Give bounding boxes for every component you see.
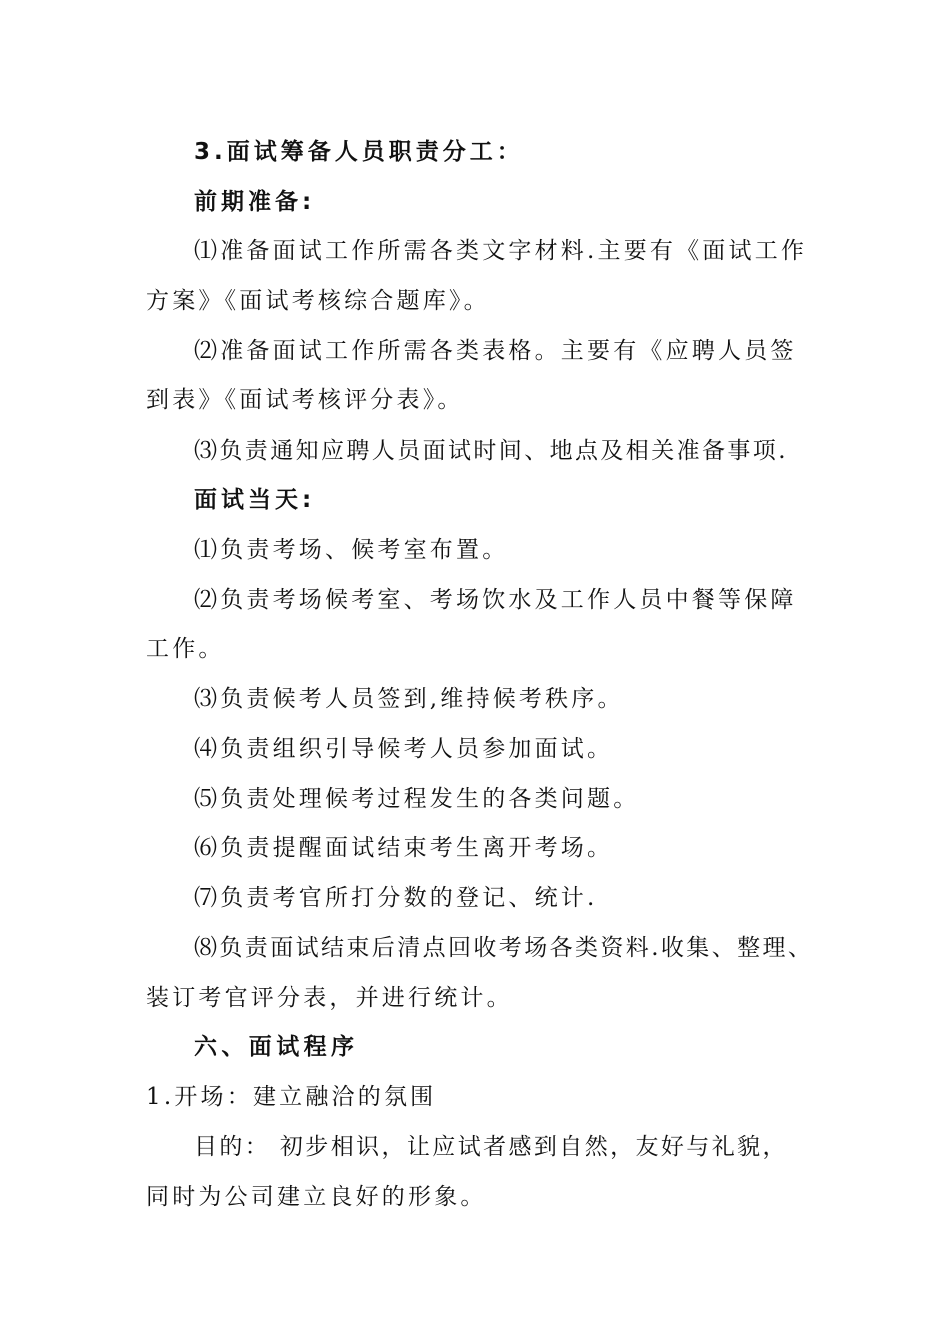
paragraph-line: 工作。	[146, 636, 225, 662]
section-heading-staff-duties: 3.面试筹备人员职责分工：	[194, 139, 524, 165]
paragraph-line: ⑴负责考场、候考室布置。	[194, 537, 509, 563]
paragraph-line: ⑻负责面试结束后清点回收考场各类资料.收集、整理、	[194, 935, 814, 961]
paragraph-line: ⑷负责组织引导候考人员参加面试。	[194, 736, 614, 762]
paragraph-line: ⑸负责处理候考过程发生的各类问题。	[194, 786, 640, 812]
paragraph-line: ⑴准备面试工作所需各类文字材料.主要有《面试工作	[194, 238, 808, 264]
subheading-preparation: 前期准备:	[194, 189, 316, 215]
paragraph-line: 同时为公司建立良好的形象。	[146, 1184, 487, 1210]
subheading-opening: 1.开场：建立融洽的氛围	[146, 1084, 437, 1110]
paragraph-line: ⑵准备面试工作所需各类表格。主要有《应聘人员签	[194, 338, 797, 364]
section-heading-interview-procedure: 六、面试程序	[194, 1034, 359, 1060]
paragraph-line: 到表》《面试考核评分表》。	[146, 387, 464, 413]
subheading-interview-day: 面试当天:	[194, 487, 316, 513]
paragraph-line: 目的： 初步相识，让应试者感到自然，友好与礼貌，	[194, 1134, 788, 1160]
paragraph-line: ⑵负责考场候考室、考场饮水及工作人员中餐等保障	[194, 587, 797, 613]
paragraph-line: 方案》《面试考核综合题库》。	[146, 288, 490, 314]
paragraph-line: ⑺负责考官所打分数的登记、统计.	[194, 885, 598, 911]
paragraph-line: ⑶负责通知应聘人员面试时间、地点及相关准备事项.	[194, 438, 788, 464]
paragraph-line: ⑹负责提醒面试结束考生离开考场。	[194, 835, 614, 861]
paragraph-line: 装订考官评分表，并进行统计。	[146, 985, 513, 1011]
paragraph-line: ⑶负责候考人员签到,维持候考秩序。	[194, 686, 624, 712]
